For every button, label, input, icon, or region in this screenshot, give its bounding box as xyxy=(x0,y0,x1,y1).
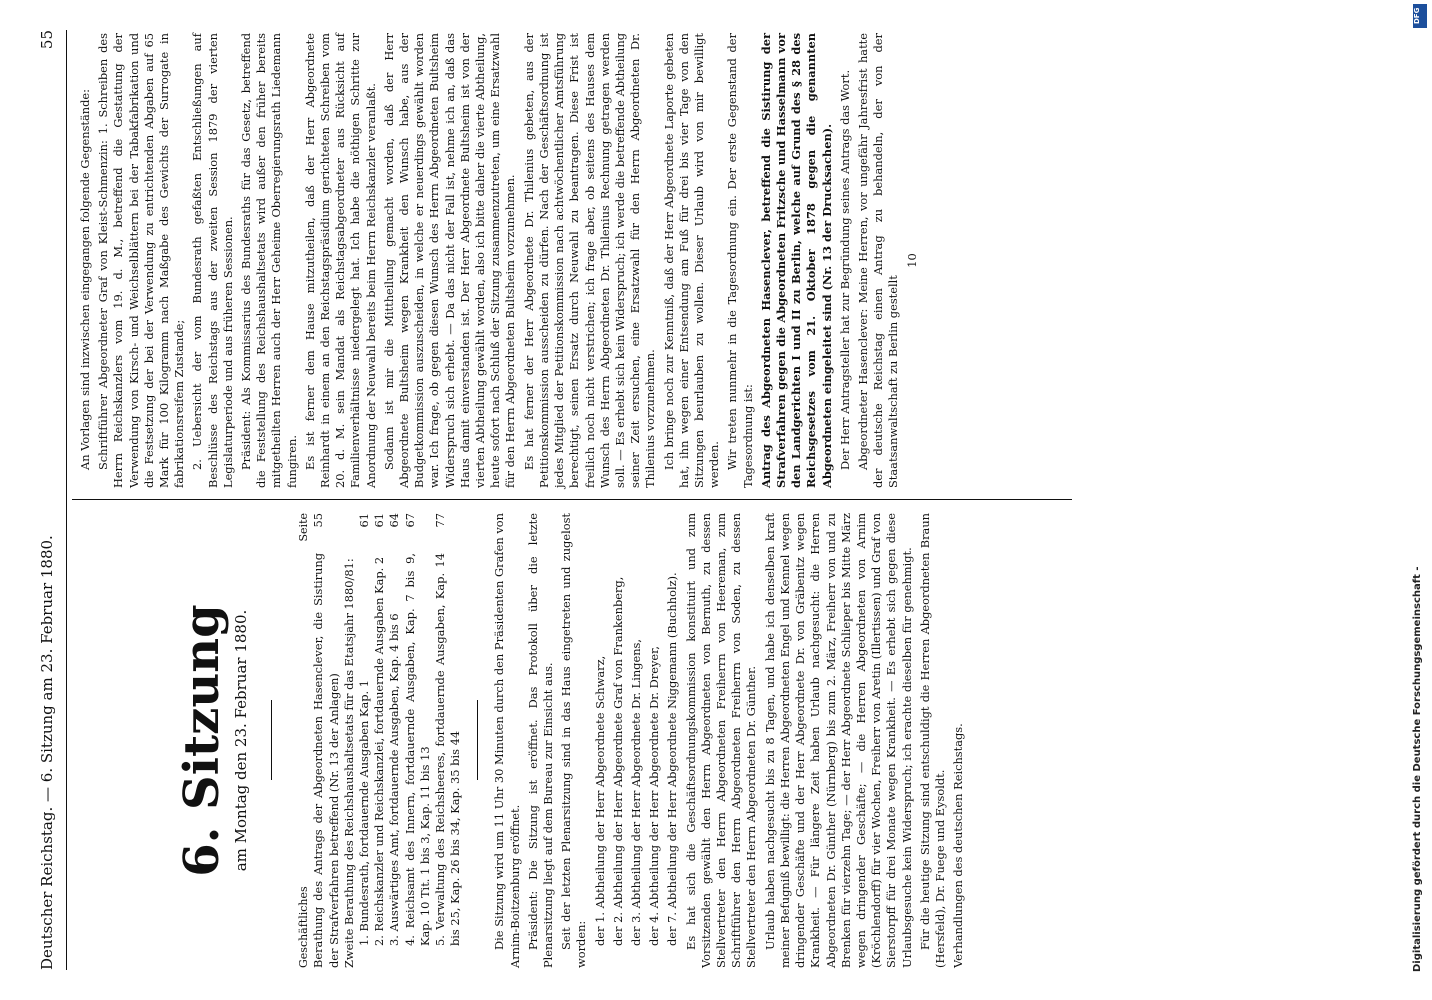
paragraph: 2. Uebersicht der vom Bundesrath gefaßten Entschließungen auf Beschlüsse des Reichstags aus der zweiten Session 1879 der vierten Legislaturperiode und aus früheren Sessionen. xyxy=(190,33,235,488)
paragraph: Schriftführer Abgeordneter Graf von Kleist-Schmenzin: 1. Schreiben des Herrn Reichskanzlers vom 19. d. M., betreffend die Gestattung der Verwendung von Kirsch- und Weichselblättern bei der Tabakfabrikation und die Festsetzung der bei der Verwendung zu entrichtenden Abgaben auf 65 Mark für 100 Kilogramm nach Maßgabe des Gewichts der Surrogate in fabrikationsreifem Zustande; xyxy=(96,33,187,488)
toc-row-page: 64 xyxy=(387,513,402,528)
left-column xyxy=(78,513,969,968)
paragraph: Präsident: Als Kommissarius des Bundesraths für das Gesetz, betreffend die Feststellung des Reichshaushaltsetats wird außer den früher bereits mitgetheilten Herren auch der Herr Geheime Oberregierungsrath Liedemann fungiren. xyxy=(239,33,299,488)
toc-row-text: 5. Verwaltung des Reichsheeres, fortdauernde Ausgaben, Kap. 14 bis 25, Kap. 26 bis 34, Kap. 35 bis 44 xyxy=(433,553,463,946)
signature-mark: 10 xyxy=(904,253,919,268)
paragraph: Für die heutige Sitzung sind entschuldigt die Herren Abgeordneten Braun (Hersfeld), Dr. Fuege und Eysoldt. xyxy=(917,513,947,968)
toc-row-page: 55 xyxy=(311,513,326,528)
paragraph: Abgeordneter Hasenclever: Meine Herren, vor ungefähr Jahresfrist hatte der deutsche Reichstag einen Antrag zu behandeln, der von der Staatsanwaltschaft zu Berlin gestellt xyxy=(855,33,901,488)
toc-row-page: 67 xyxy=(402,513,417,528)
toc-row-text: 4. Reichsamt des Innern, fortdauernde Ausgaben, Kap. 7 bis 9, Kap. 10 Tit. 1 bis 3, Kap. 11 bis 13 xyxy=(402,553,432,946)
dfg-logo: DFG xyxy=(1413,4,1427,28)
toc-row xyxy=(357,513,372,968)
column-divider xyxy=(72,499,1072,500)
toc-row-page xyxy=(342,513,357,553)
paragraph: Seit der letzten Plenarsitzung sind in das Haus eingetreten und zugelost worden: xyxy=(559,513,589,968)
paragraph: Der Herr Antragsteller hat zur Begründung seines Antrags das Wort. xyxy=(837,69,852,470)
header-title: Deutscher Reichstag. — 6. Sitzung am 23. Februar 1880. xyxy=(38,535,56,970)
toc-row-page: 61 xyxy=(372,513,387,528)
toc-page-label: Seite xyxy=(297,513,311,542)
session-title: 6. Sitzung xyxy=(174,604,230,877)
paragraph: der 7. Abtheilung der Herr Abgeordnete Niggemann (Buchholz). xyxy=(665,572,680,946)
paragraph: An Vorlagen sind inzwischen eingegangen folgende Gegenstände: xyxy=(78,89,92,470)
toc-row-text: 2. Reichskanzler und Reichskanzlei, fortdauernde Ausgaben Kap. 2 xyxy=(372,556,387,946)
paragraph: Es ist ferner dem Hause mitzutheilen, daß der Herr Abgeordnete Reinhardt in einem an den Reichstagspräsidium gerichteten Schreiben vom 20. d. M. sein Mandat als Reichstagsabgeordneter aus Rücksicht auf Familienverhältnisse niedergelegt hat. Ich habe die nöthigen Schritte zur Anordnung der Neuwahl bereits beim Herrn Reichskanzler veranlaßt. xyxy=(302,33,378,488)
footer-note: Verhandlungen des deutschen Reichstags. xyxy=(951,723,966,968)
toc-row xyxy=(372,513,387,968)
paragraph: der 1. Abtheilung der Herr Abgeordnete Schwarz, xyxy=(592,655,607,946)
toc-row-text: Zweite Berathung des Reichshaushaltsetats für das Etatsjahr 1880/81: xyxy=(341,558,356,968)
paragraph: der 2. Abtheilung der Herr Abgeordnete Graf von Frankenberg, xyxy=(610,576,625,946)
digitization-stamp xyxy=(1408,12,1428,972)
header-rule xyxy=(66,30,67,970)
paragraph: Präsident: Die Sitzung ist eröffnet. Das Protokoll über die letzte Plenarsitzung liegt auf dem Bureau zur Einsicht aus. xyxy=(525,513,556,968)
title-rule xyxy=(271,701,272,781)
paragraph: Urlaub haben nachgesucht bis zu 8 Tagen, und habe ich denselben kraft meiner Befugniß bewilligt: die Herren Abgeordneten Engel und Kennel wegen dringender Geschäfte und der Herr Abgeordnete Dr. von Gräbenitz wegen Krankheit. — Für längere Zeit haben Urlaub nachgesucht: die Herren Abgeordneten Dr. Günther (Nürnberg) bis zum 2. März, Freiherr von und zu Brenken für vierzehn Tage; — der Herr Abgeordnete Schlieper bis Mitte März wegen dringender Geschäfte; — die Herren Abgeordneten von Arnim (Kröchlendorff) für vier Wochen, Freiherr von Aretin (Illertissen) und Graf von Sierstorpff für drei Monate wegen Krankheit. — Es erhebt sich gegen diese Urlaubsgesuche kein Widerspruch; ich erachte dieselben für genehmigt. xyxy=(762,513,914,968)
table-of-contents xyxy=(296,513,463,968)
paragraph: der 3. Abtheilung der Herr Abgeordnete Dr. Lingens, xyxy=(629,638,644,946)
toc-heading: Geschäftliches xyxy=(297,886,311,968)
stamp-text: Digitalisierung gefördert durch die Deutsche Forschungsgemeinschaft - xyxy=(1412,566,1423,972)
toc-row xyxy=(387,513,402,968)
right-column xyxy=(78,33,923,488)
paragraph: Es hat sich die Geschäftsordnungskommission konstituirt und zum Vorsitzenden gewählt den Herrn Abgeordneten von Bernuth, zu dessen Stellvertreter den Herrn Abgeordneten Freiherrn von Heereman, zum Schriftführer den Herrn Abgeordneten Freiherrn von Soden, zu dessen Stellvertreter den Herrn Abgeordneten Dr. Günther. xyxy=(683,513,759,968)
toc-row xyxy=(403,513,433,968)
toc-row-page: 61 xyxy=(357,513,372,528)
toc-row-text: 1. Bundesrath, fortdauernde Ausgaben Kap. 1 xyxy=(357,679,372,946)
page-number: 55 xyxy=(38,30,56,50)
agenda-item: Antrag des Abgeordneten Hasenclever, betreffend die Sistirung der Strafverfahren gegen die Abgeordneten Fritzsche und Hasselmann vor den Landgerichten I und II zu Berlin, welche auf Grund des § 28 des Reichsgesetzes vom 21. Oktober 1878 gegen die genannten Abgeordneten eingeleitet sind (Nr. 13 der Drucksachen). xyxy=(758,33,834,488)
paragraph: Sodann ist mir die Mittheilung gemacht worden, daß der Herr Abgeordnete Bultsheim wegen Krankheit den Wunsch habe, aus der Budgetkommission auszuscheiden, in welche er neuerdings gewählt worden war. Ich frage, ob gegen diesen Wunsch des Herrn Abgeordneten Bultsheim Widerspruch sich erhebt. — Da das nicht der Fall ist, nehme ich an, daß das Haus damit einverstanden ist. Der Herr Abgeordnete Bultsheim ist von der vierten Abtheilung gewählt worden, also ich bitte daher die vierte Abtheilung, heute sofort nach Schluß der Sitzung zusammenzutreten, um eine Ersatzwahl für den Herrn Abgeordneten Bultsheim vorzunehmen. xyxy=(381,33,518,488)
toc-row xyxy=(433,513,463,968)
paragraph: Wir treten nunmehr in die Tagesordnung ein. Der erste Gegenstand der Tagesordnung ist: xyxy=(725,33,755,488)
toc-header xyxy=(296,513,311,968)
session-date: am Montag den 23. Februar 1880. xyxy=(232,609,250,872)
paragraph: der 4. Abtheilung der Herr Abgeordnete Dr. Dreyer, xyxy=(647,646,662,946)
toc-row-text: Berathung des Antrags der Abgeordneten Hasenclever, die Sistirung der Strafverfahren betreffend (Nr. 13 der Anlagen) xyxy=(311,553,341,968)
paragraph: Die Sitzung wird um 11 Uhr 30 Minuten durch den Präsidenten Grafen von Arnim-Boitzenburg eröffnet. xyxy=(492,513,522,968)
paragraph: Ich bringe noch zur Kenntniß, daß der Herr Abgeordnete Laporte gebeten hat, ihn wegen einer Entsendung am Fuß für drei bis vier Tage von den Sitzungen beurlauben zu wollen. Dieser Urlaub wird von mir bewilligt werden. xyxy=(661,33,722,488)
toc-row-text: 3. Auswärtiges Amt, fortdauernde Ausgaben, Kap. 4 bis 6 xyxy=(387,613,402,946)
toc-end-rule xyxy=(477,701,478,781)
toc-row xyxy=(311,513,341,968)
paragraph: Es hat ferner der Herr Abgeordnete Dr. Thilenius gebeten, aus der Petitionskommission ausscheiden zu dürfen. Nach der Geschäftsordnung ist jedes Mitglied der Petitionskommission nach achtwöchentlicher Amtsführung berechtigt, seinen Ersatz durch Neuwahl zu beantragen. Diese Frist ist freilich noch nicht verstrichen; ich frage aber, ob seitens des Hauses dem Wunsch des Herrn Abgeordneten Dr. Thilenius Rechnung getragen werden soll. — Es erhebt sich kein Widerspruch; ich werde die betreffende Abtheilung seiner Zeit ersuchen, eine Ersatzwahl für den Herrn Abgeordneten Dr. Thilenius vorzunehmen. xyxy=(521,33,658,488)
toc-row-page: 77 xyxy=(433,513,448,528)
toc-row xyxy=(342,513,357,968)
running-header xyxy=(38,30,64,970)
